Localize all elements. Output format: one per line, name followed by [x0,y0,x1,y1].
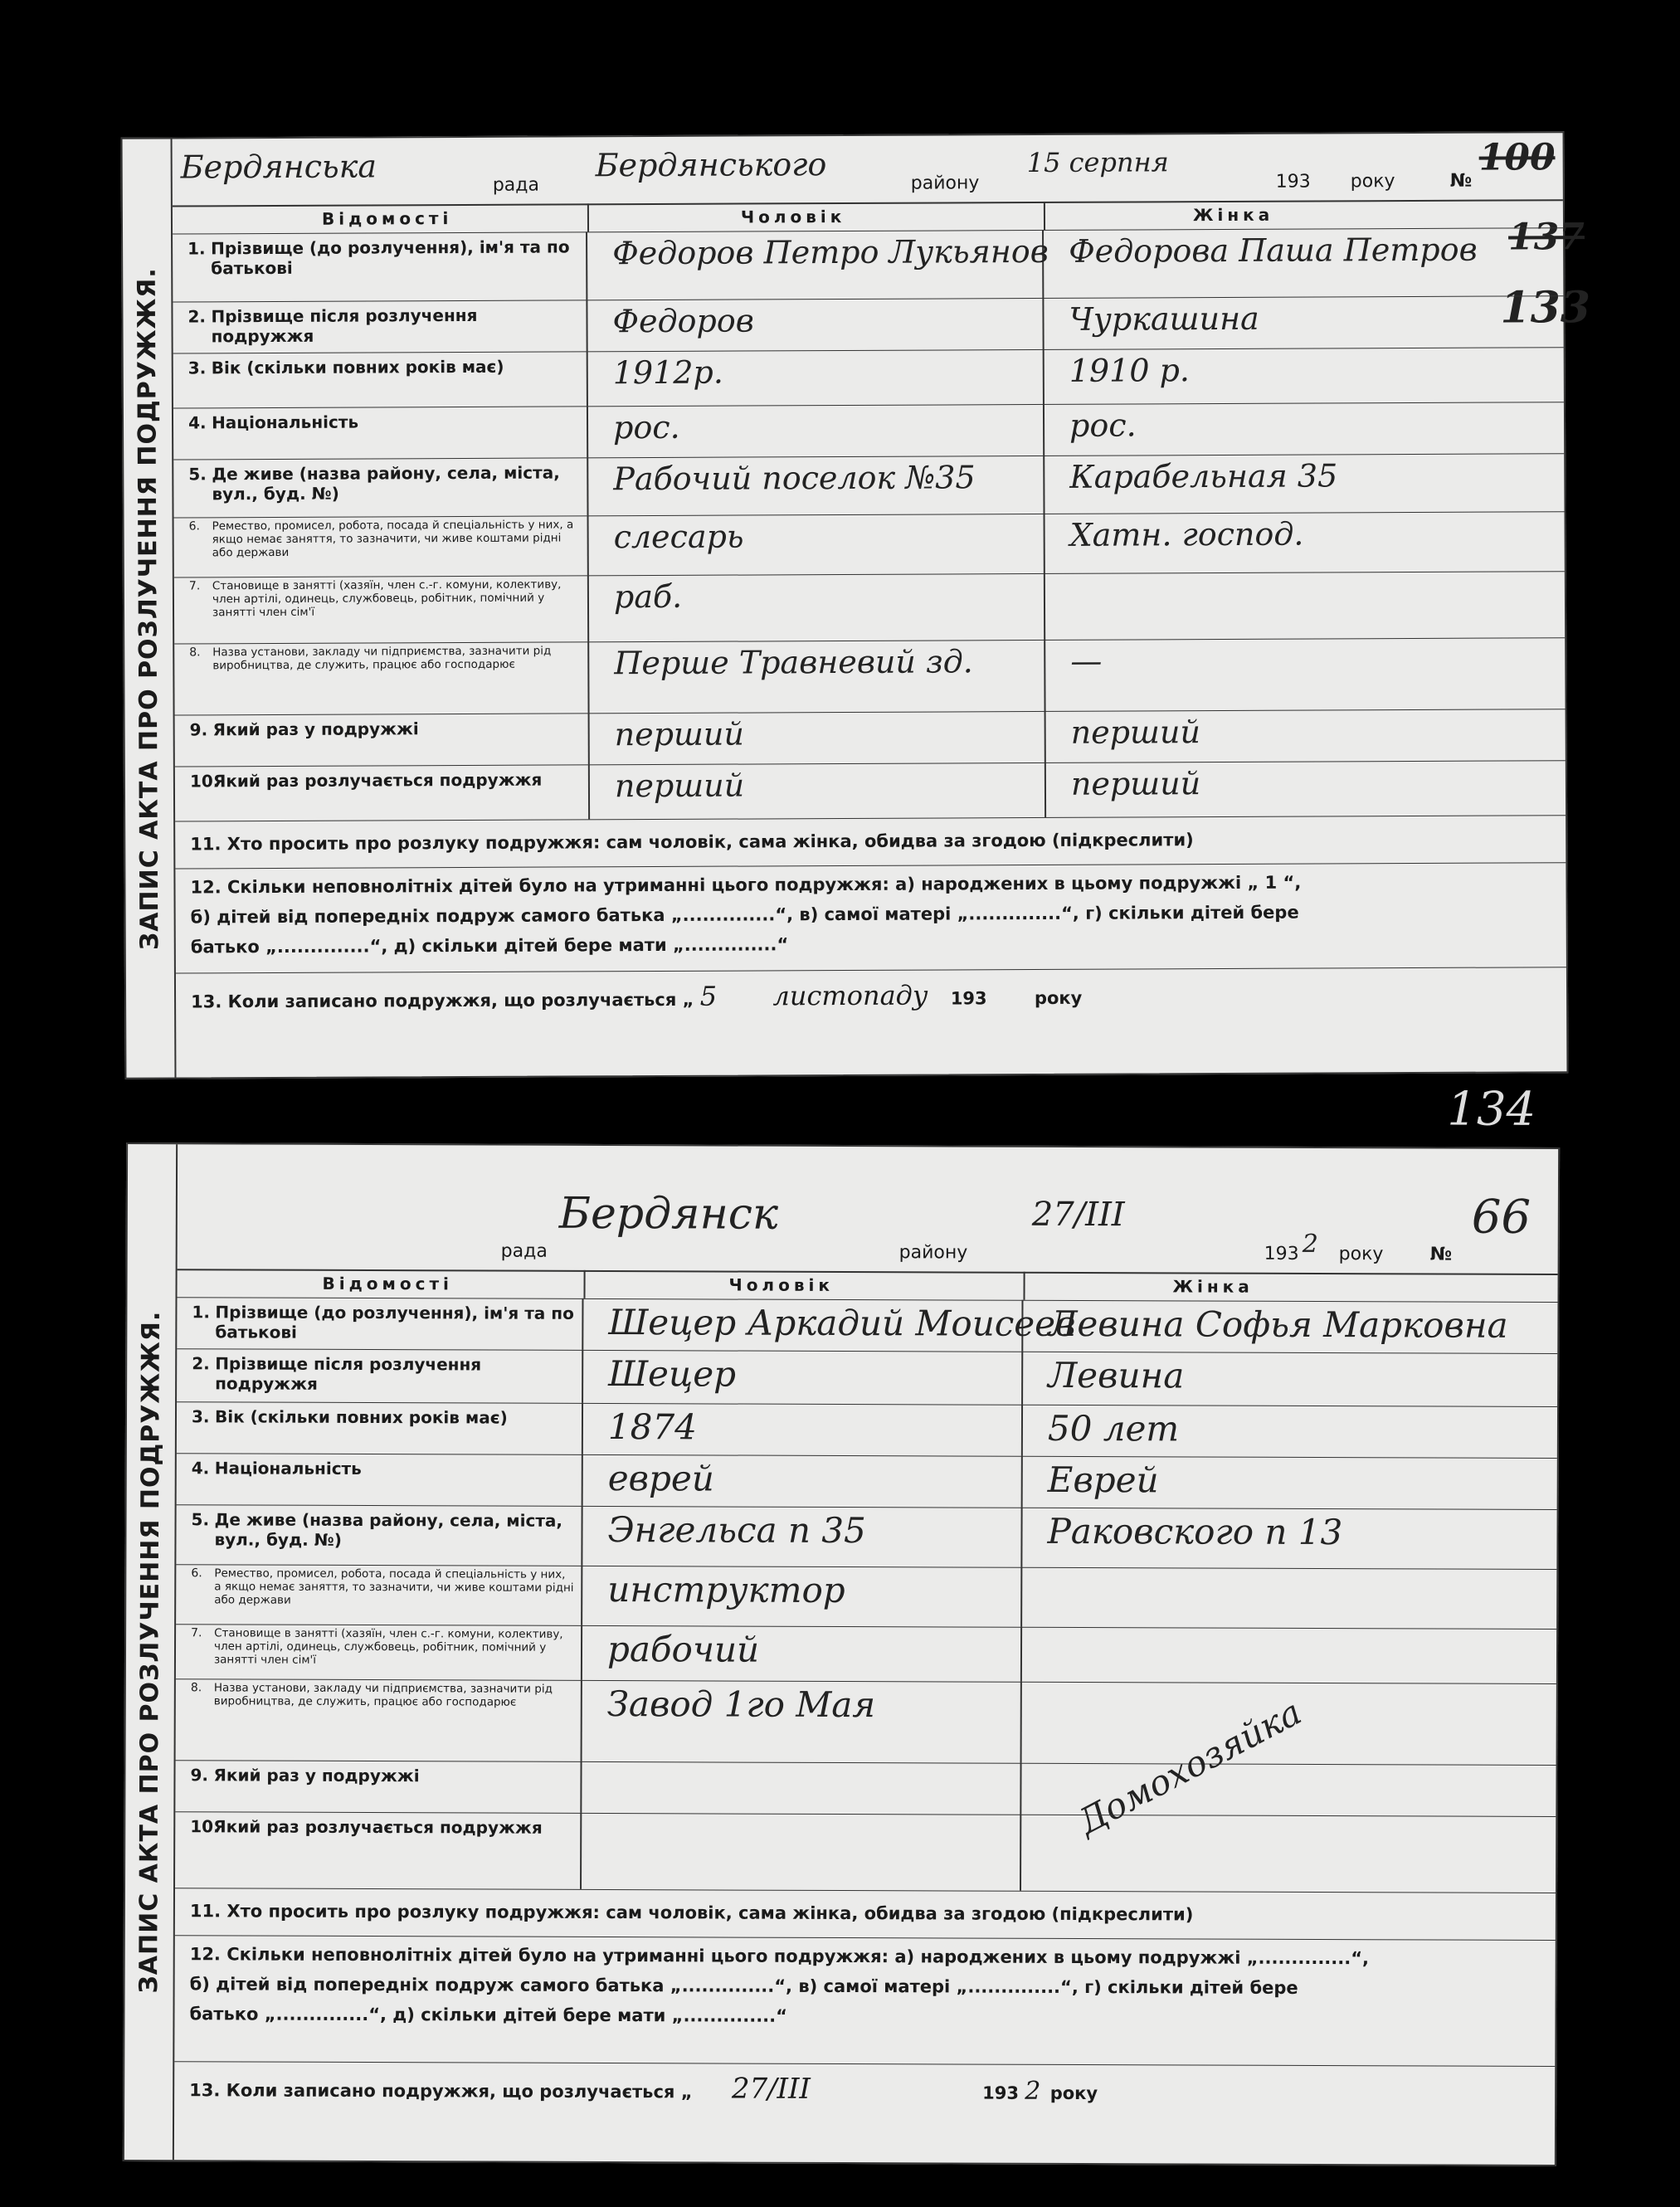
wife-value: Домохозяйка [1071,1691,1308,1843]
card1-question-13 [176,967,1566,1030]
row-number: 9. [189,719,208,740]
row-label-text: Вік (скільки повних років має) [214,1406,508,1428]
row-number: 2. [187,306,207,327]
card1-question-12-line-2: б) дітей від попередніх подруж самого батька „..............“, в) самої матері „..............“, г) скільки дітей бере [190,902,1299,928]
card2-husband-cell [582,1566,1022,1627]
card2-row-label [177,1453,583,1506]
card2-row-4 [177,1453,1557,1510]
card1-q13-label: 13. Коли записано подружжя, що розлучається „ [191,989,694,1012]
card2-table [174,1269,1558,2166]
card1-question-11: 11. Хто просить про розлуку подружжя: сам чоловік, сама жінка, обидва за згодою (підкреслити) [175,815,1566,869]
card2-q13-date: 27/III [731,2072,811,2106]
wife-value: Федорова Паша Петров [1069,231,1478,270]
card1-row-4 [173,402,1564,460]
row-number: 10. [189,771,220,792]
card1-question-12 [175,863,1566,973]
husband-value: слесарь [613,518,744,556]
row-number: 7. [188,579,201,593]
card2-year-prefix: 193 [1264,1243,1299,1264]
husband-value: Перше Травневий зд. [614,643,973,682]
row-label-text: Ремество, промисел, робота, посада й спеціальність у них, а якщо немає заняття, то зазначити, чи живе коштами рідні або держави [214,1566,574,1607]
card2-husband-cell [582,1813,1021,1891]
card1-wife-cell [1044,295,1563,349]
card2-rayon-value: 27/III [1031,1195,1125,1235]
husband-value: Шецер Аркадий Моисеев [608,1302,1076,1344]
card2-question-13 [174,2062,1555,2123]
card2-row-label [177,1297,583,1350]
card2-col-header-1: Чоловік [728,1274,834,1295]
wife-value: 1910 р. [1069,352,1191,389]
card1-row-label [173,351,588,407]
card2-number-value: 66 [1471,1190,1531,1245]
card2-q13-suffix: року [1049,2083,1098,2104]
row-label-text: Назва установи, закладу чи підприємства, зазначити рід виробництва, де служить, працює або господарює [213,1681,553,1709]
card1-husband-cell [590,762,1046,819]
card1-row-2 [173,295,1563,353]
card1-row-6 [174,511,1565,577]
card2-corner-number: 134 [1447,1082,1536,1137]
card2-q13-year: 193 [982,2083,1020,2103]
card2-row-3 [177,1401,1557,1459]
card1-col-header-1: Чоловік [740,206,846,227]
row-number: 6. [188,519,200,533]
card2-year-digit: 2 [1302,1229,1318,1259]
card2-question-12-line-1: 12. Скільки неповнолітніх дітей було на утриманні цього подружжя: а) народжених в цьому подружжі „..............“, [189,1944,1370,1969]
divorce-record-card-2 [123,1082,1560,2166]
card1-husband-cell [588,349,1045,406]
card1-side-title: ЗАПИС АКТА ПРО РОЗЛУЧЕННЯ ПОДРУЖЖЯ. [123,139,177,1078]
card1-question-12-line-3: батько „..............“, д) скільки дітей бере мати „..............“ [190,934,789,957]
card1-number-1: 100 [1478,136,1556,179]
husband-value: перший [614,767,745,805]
wife-value: Раковского п 13 [1047,1510,1343,1553]
card1-row-label [173,231,587,301]
card1-number-label: № [1449,170,1473,192]
card1-husband-cell [588,404,1045,457]
card1-husband-cell [590,711,1046,764]
card2-question-12 [174,1936,1556,2067]
card2-year-label: року [1338,1244,1384,1265]
card2-rada-label: рада [500,1240,548,1262]
husband-value: Энгельса п 35 [607,1509,866,1552]
wife-value: перший [1070,714,1201,751]
row-label-text: Прізвище (до розлучення), ім'я та по батькові [211,236,570,279]
wife-value: Левина Софья Марковна [1048,1303,1508,1346]
wife-value: Чуркашина [1069,300,1259,338]
card2-row-7 [176,1624,1556,1684]
card2-row-2 [177,1348,1557,1407]
row-number: 5. [191,1509,210,1530]
card2-wife-cell [1023,1405,1557,1458]
row-label-text: Прізвище після розлучення подружжя [215,1353,482,1394]
card1-wife-cell [1045,347,1564,404]
card2-number-label: № [1429,1244,1453,1265]
row-label-text: Національність [211,412,359,433]
husband-value: Федоров Петро Лукьянов [612,232,1049,272]
card1-number-2: 137 [1507,216,1585,259]
card1-row-label [174,575,589,643]
card1-q13-month: листопаду [772,979,928,1012]
row-number: 7. [191,1626,202,1640]
card1-row-label [173,457,588,517]
wife-value: Карабельная 35 [1069,457,1338,495]
card2-row-label [176,1564,582,1625]
card1-row-8 [174,637,1565,715]
card1-row-5 [173,453,1564,518]
card2-side-title: ЗАПИС АКТА ПРО РОЗЛУЧЕННЯ ПОДРУЖЖЯ. [124,1144,178,2160]
card1-husband-cell [589,514,1045,575]
card2-row-label [175,1811,582,1889]
card1-wife-cell [1045,637,1565,711]
card2-wife-cell [1023,1352,1557,1406]
card1-row-label [174,641,589,714]
row-number: 6. [191,1566,202,1581]
wife-value: Хатн. господ. [1069,515,1304,553]
row-label-text: Назва установи, закладу чи підприємства, зазначити рід виробництва, де служить, працює або господарює [212,644,552,673]
card2-husband-cell [583,1403,1023,1456]
card1-row-7 [174,571,1565,644]
wife-value: — [1070,642,1103,680]
card1-wife-cell [1046,760,1566,817]
card1-husband-cell [587,230,1049,300]
card1-row-10 [175,760,1566,821]
wife-value: 50 лет [1047,1407,1180,1449]
card1-row-3 [173,347,1564,408]
card1-number-3: 133 [1500,282,1591,334]
card2-rada-value: Бердянск [558,1188,779,1240]
wife-value: Еврей [1047,1459,1159,1501]
card1-wife-cell [1046,709,1566,762]
row-label-text: Національність [214,1458,362,1479]
card2-row-label [176,1504,582,1566]
row-label-text: Який раз у подружжі [212,719,419,740]
card1-husband-cell [589,573,1045,641]
husband-value: 1912р. [612,353,723,392]
card2-row-label [176,1678,582,1761]
row-number: 4. [187,412,207,433]
row-number: 3. [187,358,207,378]
card1-col-header-2: Жінка [1192,204,1274,226]
wife-value: Левина [1048,1354,1185,1396]
card1-row-1 [173,227,1563,302]
card1-row-label [175,713,590,766]
card2-wife-cell [1023,1456,1557,1509]
card1-q13-year: 193 [950,988,987,1009]
row-label-text: Становище в занятті (хазяїн, член с.-г. комуни, колективу, член артілі, одинець, службовець, робітник, помічний у занятті член сім'ї [213,1626,563,1667]
card2-row-10 [175,1811,1556,1893]
row-label-text: Вік (скільки повних років має) [211,356,504,378]
row-label-text: Ремество, промисел, робота, посада й спеціальність у них, а якщо немає заняття, то зазначити, чи живе коштами рідні або держави [212,518,574,560]
card1-husband-cell [588,456,1045,515]
husband-value: Федоров [612,302,754,340]
husband-value: раб. [613,577,683,616]
row-number: 10. [190,1816,220,1837]
divorce-record-card-1 [121,131,1591,1079]
husband-value: Рабочий поселок №35 [613,459,976,498]
card2-row-label [177,1348,583,1403]
card2-col-header-0: Відомості [322,1273,453,1294]
card2-q13-label: 13. Коли записано подружжя, що розлучається „ [189,2080,693,2102]
card2-wife-cell [1023,1300,1557,1353]
card1-year-label: року [1350,171,1395,192]
card1-wife-cell [1044,227,1563,298]
card1-q13-suffix: року [1034,987,1083,1009]
row-label-text: Який раз розлучається подружжя [212,769,543,792]
card2-husband-cell [583,1454,1023,1508]
row-label-text: Де живе (назва району, села, міста, вул., буд. №) [212,462,560,504]
card2-question-11: 11. Хто просить про розлуку подружжя: сам чоловік, сама жінка, обидва за згодою (підкреслити) [175,1888,1556,1941]
row-label-text: Який раз розлучається подружжя [213,1816,543,1838]
card2-row-label [177,1401,583,1454]
card1-row-9 [175,709,1566,767]
wife-value: рос. [1069,407,1137,444]
card2-wife-cell [1021,1763,1556,1816]
card2-husband-cell [582,1625,1022,1682]
husband-value: рос. [612,408,680,446]
card1-question-12-line-1: 12. Скільки неповнолітніх дітей було на утриманні цього подружжя: а) народжених в цьому подружжі „ 1 “, [190,872,1302,898]
card2-row-5 [176,1504,1556,1570]
row-number: 4. [191,1458,210,1479]
row-number: 8. [190,1681,202,1695]
husband-value: рабочий [606,1629,760,1670]
row-label-text: Прізвище (до розлучення), ім'я та по батькові [215,1302,574,1342]
row-label-text: Який раз у подружжі [213,1765,420,1786]
card2-question-12-line-2: б) дітей від попередніх подруж самого батька „..............“, в) самої матері „..............“, г) скільки дітей бере [189,1974,1298,1998]
row-label-text: Де живе (назва району, села, міста, вул., буд. №) [214,1509,563,1550]
card1-wife-cell [1045,571,1565,640]
row-number: 8. [189,646,201,660]
card2-wife-cell [1022,1567,1556,1629]
row-number: 1. [187,238,206,259]
card1-husband-cell [589,640,1045,713]
card2-col-header-2: Жінка [1172,1276,1254,1297]
card2-husband-cell [582,1680,1022,1763]
card1-rada-label: рада [492,174,539,196]
card2-wife-cell [1022,1508,1556,1569]
row-number: 5. [188,464,207,485]
wife-value: перший [1070,765,1201,802]
row-number: 1. [192,1302,210,1323]
card2-husband-cell [582,1761,1021,1815]
card1-date-value: 15 серпня [1026,146,1169,179]
card2-wife-cell [1021,1815,1556,1893]
card2-row-label [176,1624,582,1680]
card1-row-label [173,300,587,353]
card1-wife-cell [1045,511,1565,573]
card1-wife-cell [1045,453,1564,514]
card1-wife-cell [1045,402,1564,456]
card2-wife-cell [1022,1682,1556,1843]
card2-row-9 [175,1760,1556,1817]
row-number: 2. [192,1353,210,1374]
card1-row-label [173,406,588,459]
husband-value: инструктор [607,1569,845,1611]
card1-q13-day: 5 [699,980,718,1012]
husband-value: 1874 [607,1406,697,1448]
card1-table [173,199,1567,1079]
card2-question-12-line-3: батько „..............“, д) скільки дітей бере мати „..............“ [189,2004,788,2026]
card2-header [178,1144,1559,1275]
card2-husband-cell [583,1298,1076,1352]
card1-row-label [174,515,589,577]
card2-q13-year-digit: 2 [1025,2076,1041,2106]
card2-row-label [175,1760,582,1813]
card2-row-6 [176,1564,1556,1630]
row-label-text: Становище в занятті (хазяїн, член с.-г. комуни, колективу, член артілі, одинець, службовець, робітник, помічний у занятті член сім'ї [212,577,562,620]
card2-husband-cell [583,1350,1023,1405]
card1-row-label [175,764,590,821]
card1-rayon-value: Бердянського [595,146,827,184]
husband-value: еврей [607,1458,714,1499]
husband-value: Завод 1го Мая [606,1683,876,1726]
card2-wife-cell [1022,1627,1556,1683]
husband-value: Шецер [608,1353,737,1395]
card2-husband-cell [582,1506,1022,1567]
card2-rayon-label: району [898,1242,968,1264]
row-label-text: Прізвище після розлучення подружжя [211,304,478,347]
row-number: 9. [190,1765,209,1786]
card1-year-prefix: 193 [1275,171,1311,192]
card1-husband-cell [587,298,1044,351]
husband-value: перший [614,715,745,753]
card2-row-1 [177,1297,1557,1354]
card1-rada-value: Бердянська [180,148,377,186]
card1-rayon-label: району [910,173,980,194]
row-number: 3. [191,1406,210,1427]
card1-col-header-0: Відомості [321,208,453,229]
